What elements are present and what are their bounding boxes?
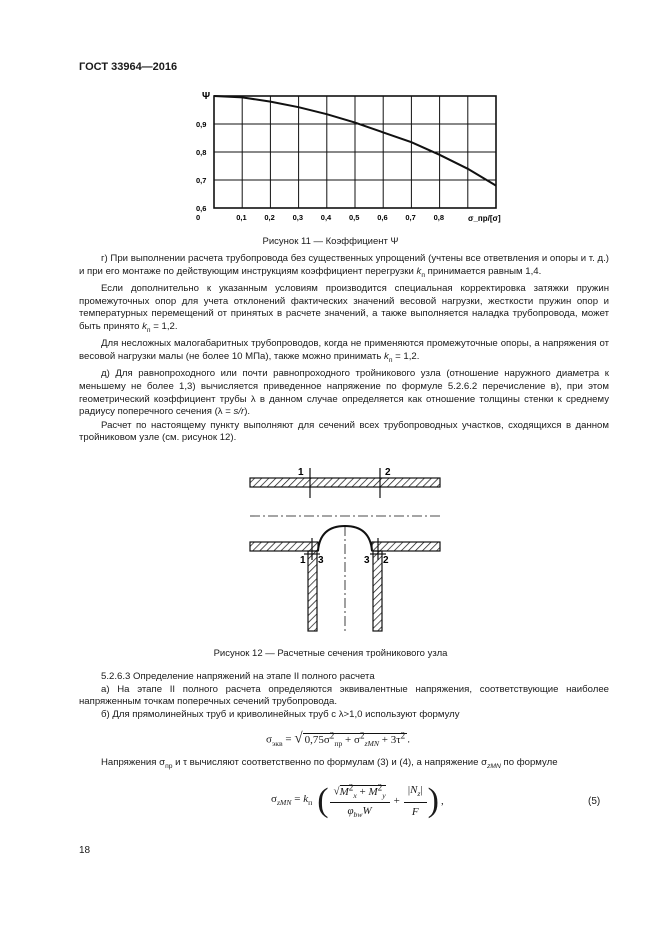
figure-11-caption: Рисунок 11 — Коэффициент Ψ	[262, 236, 399, 247]
paragraph-d: д) Для равнопроходного или почти равнопроходного тройникового узла (отношение наружного диаметра к меньшему не более 1,3) вычисляется приведенное напряжение по формуле 5.2.6.2 перечисление в), при этом геометрический коэффициент трубы λ в данном случае определяется как отношение толщины стенки к среднему радиусу поперечного сечения (λ = s/r).	[79, 368, 609, 418]
label-3-right: 3	[364, 555, 370, 566]
section-title: 5.2.6.3 Определение напряжений на этапе II полного расчета	[101, 671, 375, 682]
paragraph-simple: Для несложных малогабаритных трубопроводов, когда не применяются промежуточные опоры, а напряжения от весовой нагрузки малы (не более 10 МПа), также можно принимать $k_п = 1,2$.	[79, 338, 609, 364]
chart-tick-labels	[196, 120, 444, 222]
chart-grid	[214, 96, 496, 208]
document-header: ГОСТ 33964—2016	[79, 61, 178, 73]
section-item-b: б) Для прямолинейных труб и криволинейных труб с λ>1,0 используют формулу	[101, 708, 460, 720]
tee-bottom-wall-left	[250, 542, 318, 551]
paragraph-sections: Расчет по настоящему пункту выполняют для сечений всех трубопроводных участков, сходящихся в данном тройниковом узле (см. рисунок 12).	[79, 419, 609, 444]
tee-branch-wall-left	[308, 551, 317, 631]
chart-x-tick-label: 0,4	[320, 213, 332, 222]
label-1-top: 1	[298, 467, 304, 478]
formula-5: $\sigma_{zMN} = k_п$ ( $√M^2_x + M^2_y$ + $|N_z|$ ) , $\varphi_{bw}W$ F	[271, 781, 444, 820]
chart-y-tick-label: 0,7	[196, 176, 207, 185]
label-2-bottom: 2	[383, 555, 389, 566]
tee-branch-wall-right	[373, 551, 382, 631]
tee-diagram	[240, 464, 450, 639]
chart-y-tick-label: 0,8	[196, 148, 207, 157]
chart-y-tick-label: 0,9	[196, 120, 207, 129]
tee-top-wall	[250, 478, 440, 487]
section-item-a: а) На этапе II полного расчета определяются эквивалентные напряжения, соответствующие наиболее напряженным точкам поперечных сечений трубопровода.	[79, 683, 609, 708]
section-5-2-6-3	[79, 671, 609, 721]
chart-x-tick-label: 0,8	[433, 213, 445, 222]
paragraph-g: г) При выполнении расчета трубопровода без существенных упрощений (учтены все ответвления и опоры и т. д.) и при его монтаже по действующим инструкциям коэффициент перегрузки $k_п$ принимается равным 1,4.	[79, 253, 609, 279]
label-1-bottom: 1	[300, 555, 306, 566]
page-number: 18	[79, 845, 91, 856]
equation-number: (5)	[588, 796, 601, 807]
label-3-left: 3	[318, 555, 324, 566]
stress-note: Напряжения $\sigma_{пр}$ и τ вычисляют соответственно по формулам (3) и (4), а напряжение $\sigma_{zMN}$ по формуле	[101, 757, 558, 770]
chart-x-tick-label: 0,1	[236, 213, 247, 222]
chart-y-tick-label: 0,6	[196, 204, 207, 213]
chart-y-label: Ψ	[202, 91, 211, 102]
label-2-top: 2	[385, 467, 391, 478]
paragraph-correction: Если дополнительно к указанным условиям производится специальная корректировка затяжки пружин промежуточных опор для учета отклонений фактических значений весовой нагрузки, жесткости пружин опор и температурных перемещений от принятых в расчете значений, а также выполняется наладка трубопровода, может быть принято $k_п = 1,2$.	[79, 283, 609, 334]
formula-equivalent-stress: $\sigma_{экв}$ = √ $0,75\sigma^2_{пр} + \sigma^2_{zMN} + 3\tau^2$ .	[266, 730, 410, 748]
chart-x-tick-label: 0,3	[292, 213, 304, 222]
body-paragraphs	[79, 253, 609, 445]
chart-x-tick-label: 0,7	[405, 213, 416, 222]
chart-x-label: σ_пр/[σ]	[468, 214, 501, 223]
chart-x-tick-label: 0	[196, 213, 201, 222]
figure-12-caption: Рисунок 12 — Расчетные сечения тройникового узла	[213, 648, 448, 659]
chart-x-tick-label: 0,5	[349, 213, 360, 222]
psi-chart	[196, 86, 526, 231]
chart-x-tick-label: 0,6	[377, 213, 388, 222]
tee-bottom-wall-right	[372, 542, 440, 551]
chart-x-tick-label: 0,2	[264, 213, 275, 222]
